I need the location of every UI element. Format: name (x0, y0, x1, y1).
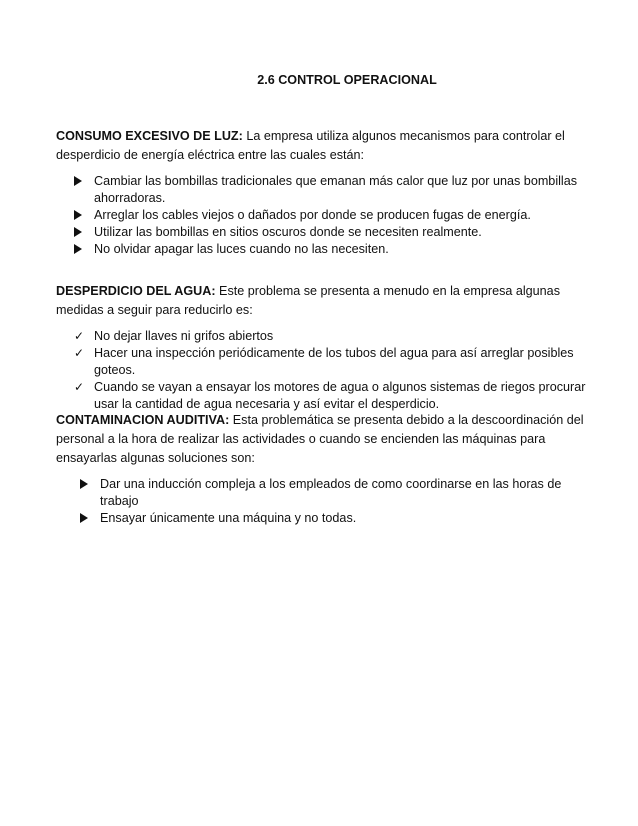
section-intro (56, 282, 586, 320)
section-desperdicio-agua (56, 282, 586, 413)
section-intro (56, 411, 586, 468)
checkmark-bullet-icon: ✓ (74, 329, 85, 343)
arrow-bullet-icon (74, 224, 90, 242)
list-item-text: Cambiar las bombillas tradicionales que emanan más calor que luz por unas bombillas ahorradoras. (94, 174, 578, 205)
checkmark-bullet-icon: ✓ (74, 346, 85, 360)
arrow-bullet-icon (74, 207, 90, 225)
list-item (74, 207, 586, 224)
document-title: 2.6 CONTROL OPERACIONAL (257, 73, 437, 87)
list-item-text: Hacer una inspección periódicamente de los tubos del agua para así arreglar posibles goteos. (94, 346, 574, 377)
arrow-bullet-icon (74, 173, 90, 191)
section-consumo-luz (56, 127, 586, 258)
section-intro (56, 127, 586, 165)
section-contaminacion-auditiva (56, 411, 586, 527)
list-item (74, 328, 586, 345)
list-item (74, 173, 586, 207)
list-item (74, 224, 586, 241)
list-item-text: No dejar llaves ni grifos abiertos (94, 329, 274, 343)
list-item-text: Dar una inducción compleja a los empleados de como coordinarse en las horas de trabajo (100, 477, 562, 508)
arrow-bullet-icon (80, 510, 96, 528)
list-item-text: Ensayar únicamente una máquina y no todas. (100, 511, 357, 525)
list-item (74, 241, 586, 258)
list-item (80, 510, 586, 527)
checkmark-bullet-icon: ✓ (74, 380, 85, 394)
list-item-text: Cuando se vayan a ensayar los motores de agua o algunos sistemas de riegos procurar usar la cantidad de agua necesaria y así evitar el desperdicio. (94, 380, 586, 411)
arrow-bullet-icon (80, 476, 96, 494)
section-heading: DESPERDICIO DEL AGUA: (56, 284, 216, 298)
section-intro-text: La empresa utiliza algunos mecanismos para controlar el desperdicio de energía eléctrica entre las cuales están: (56, 129, 565, 162)
arrow-bullet-icon (74, 241, 90, 259)
section-intro-text: Esta problemática se presenta debido a la descoordinación del personal a la hora de realizar las actividades o cuando se encienden las máquinas para ensayarlas algunas soluciones son: (56, 413, 584, 465)
bullet-list (74, 328, 586, 413)
list-item-text: Utilizar las bombillas en sitios oscuros donde se necesiten realmente. (94, 225, 482, 239)
section-heading: CONSUMO EXCESIVO DE LUZ: (56, 129, 243, 143)
bullet-list (80, 476, 586, 527)
section-intro-text: Este problema se presenta a menudo en la empresa algunas medidas a seguir para reducirlo es: (56, 284, 560, 317)
list-item-text: Arreglar los cables viejos o dañados por donde se producen fugas de energía. (94, 208, 531, 222)
list-item (74, 345, 586, 379)
list-item-text: No olvidar apagar las luces cuando no las necesiten. (94, 242, 389, 256)
list-item (80, 476, 586, 510)
list-item (74, 379, 586, 413)
section-heading: CONTAMINACION AUDITIVA: (56, 413, 230, 427)
bullet-list (74, 173, 586, 258)
